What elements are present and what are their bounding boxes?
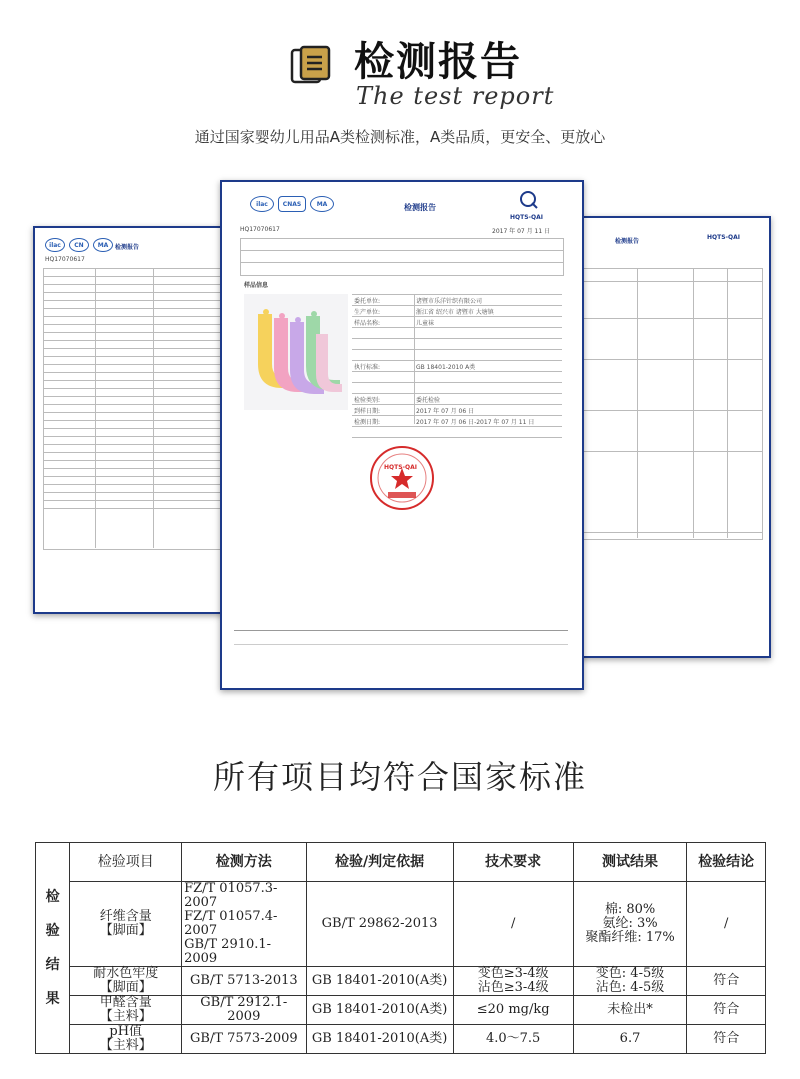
table-row [36,1025,766,1054]
report-no-main: HQ17070617 [240,226,280,233]
table-row [36,996,766,1025]
cell-basis: GB 18401-2010(A类) [306,1025,453,1054]
cell-item: 纤维含量 【脚面】 [70,882,182,967]
page-subtitle: The test report [356,82,555,110]
doc-title-main: 检测报告 [404,203,436,212]
info-row: 检验类别: 委托检验 [352,394,562,405]
report-page-main [220,180,584,690]
info-row: 检测日期: 2017 年 07 月 06 日-2017 年 07 月 11 日 [352,416,562,427]
report-page-left [33,226,233,614]
cell-conclusion: 符合 [687,996,766,1025]
hqts-label: HQTS-QAI [510,214,544,221]
doc-title: 检测报告 [115,244,140,251]
section-label: 样品信息 [244,282,269,289]
cell-result: 未检出* [573,996,687,1025]
report-table-right [581,268,763,540]
cell-result: 变色: 4-5级 沾色: 4-5级 [573,967,687,996]
header-item: 检验项目 [70,843,182,882]
cell-method: GB/T 2912.1-2009 [182,996,306,1025]
hqts-logo: HQTS-QAI [707,234,741,241]
report-date: 2017 年 07 月 11 日 [492,228,551,235]
sample-info-rows [352,294,562,438]
info-row: 样品名称: 儿童袜 [352,317,562,328]
hqts-icon [514,190,542,212]
page-title: 检测报告 [354,39,522,85]
cell-method: GB/T 5713-2013 [182,967,306,996]
ilac-logo: ilac [45,238,65,252]
cell-requirement: / [453,882,573,967]
ilac-logo: ilac [250,196,274,212]
cell-basis: GB 18401-2010(A类) [306,967,453,996]
cell-requirement: ≤20 mg/kg [453,996,573,1025]
cell-conclusion: / [687,882,766,967]
info-row: 生产单位: 浙江省 绍兴市 诸暨市 大塘镇 [352,306,562,317]
compliance-caption: 所有项目均符合国家标准 [212,758,587,796]
info-row: 委托单位: 诸暨市乐洋针织有限公司 [352,295,562,306]
side-label: 检 验 结 果 [36,843,70,1054]
test-result-table [35,842,766,1054]
doc-title-right: 检测报告 [615,238,640,245]
stamp-text: HQTS-QAI [384,464,418,471]
cell-method: FZ/T 01057.3-2007 FZ/T 01057.4-2007 GB/T 2910.1-2009 [182,882,306,967]
header-method: 检测方法 [182,843,306,882]
header-basis: 检验/判定依据 [306,843,453,882]
report-no: HQ17070617 [45,256,85,263]
intro-text: 通过国家婴幼儿用品A类检测标准，A类品质，更安全、更放心 [194,128,606,146]
cert-logos [45,238,113,252]
cell-item: 甲醛含量 【主料】 [70,996,182,1025]
report-page-right [575,216,771,658]
table-row [36,967,766,996]
info-row: 到样日期: 2017 年 07 月 06 日 [352,405,562,416]
cell-conclusion: 符合 [687,967,766,996]
header-conclusion: 检验结论 [687,843,766,882]
cert-logos-main [250,196,334,212]
cell-result: 棉: 80% 氨纶: 3% 聚酯纤维: 17% [573,882,687,967]
document-icon [289,44,333,88]
doc-footer-line [234,630,568,631]
table-header-row [36,843,766,882]
doc-footer-line-2 [234,644,568,645]
official-stamp [368,444,436,512]
report-table [43,268,223,550]
header-result: 测试结果 [573,843,687,882]
info-row: 执行标准: GB 18401-2010 A类 [352,361,562,372]
cell-item: 耐水色牢度 【脚面】 [70,967,182,996]
header-requirement: 技术要求 [453,843,573,882]
cell-method: GB/T 7573-2009 [182,1025,306,1054]
cell-result: 6.7 [573,1025,687,1054]
cell-requirement: 4.0～7.5 [453,1025,573,1054]
cnas-logo: CN [69,238,89,252]
sample-socks-image [244,294,348,410]
cma-logo: MA [93,238,113,252]
table-row [36,882,766,967]
cell-basis: GB/T 29862-2013 [306,882,453,967]
cell-conclusion: 符合 [687,1025,766,1054]
cnas-logo: CNAS [278,196,306,212]
cma-logo: MA [310,196,334,212]
client-box [240,238,564,276]
cell-item: pH值 【主料】 [70,1025,182,1054]
cell-basis: GB 18401-2010(A类) [306,996,453,1025]
cell-requirement: 变色≥3-4级 沾色≥3-4级 [453,967,573,996]
